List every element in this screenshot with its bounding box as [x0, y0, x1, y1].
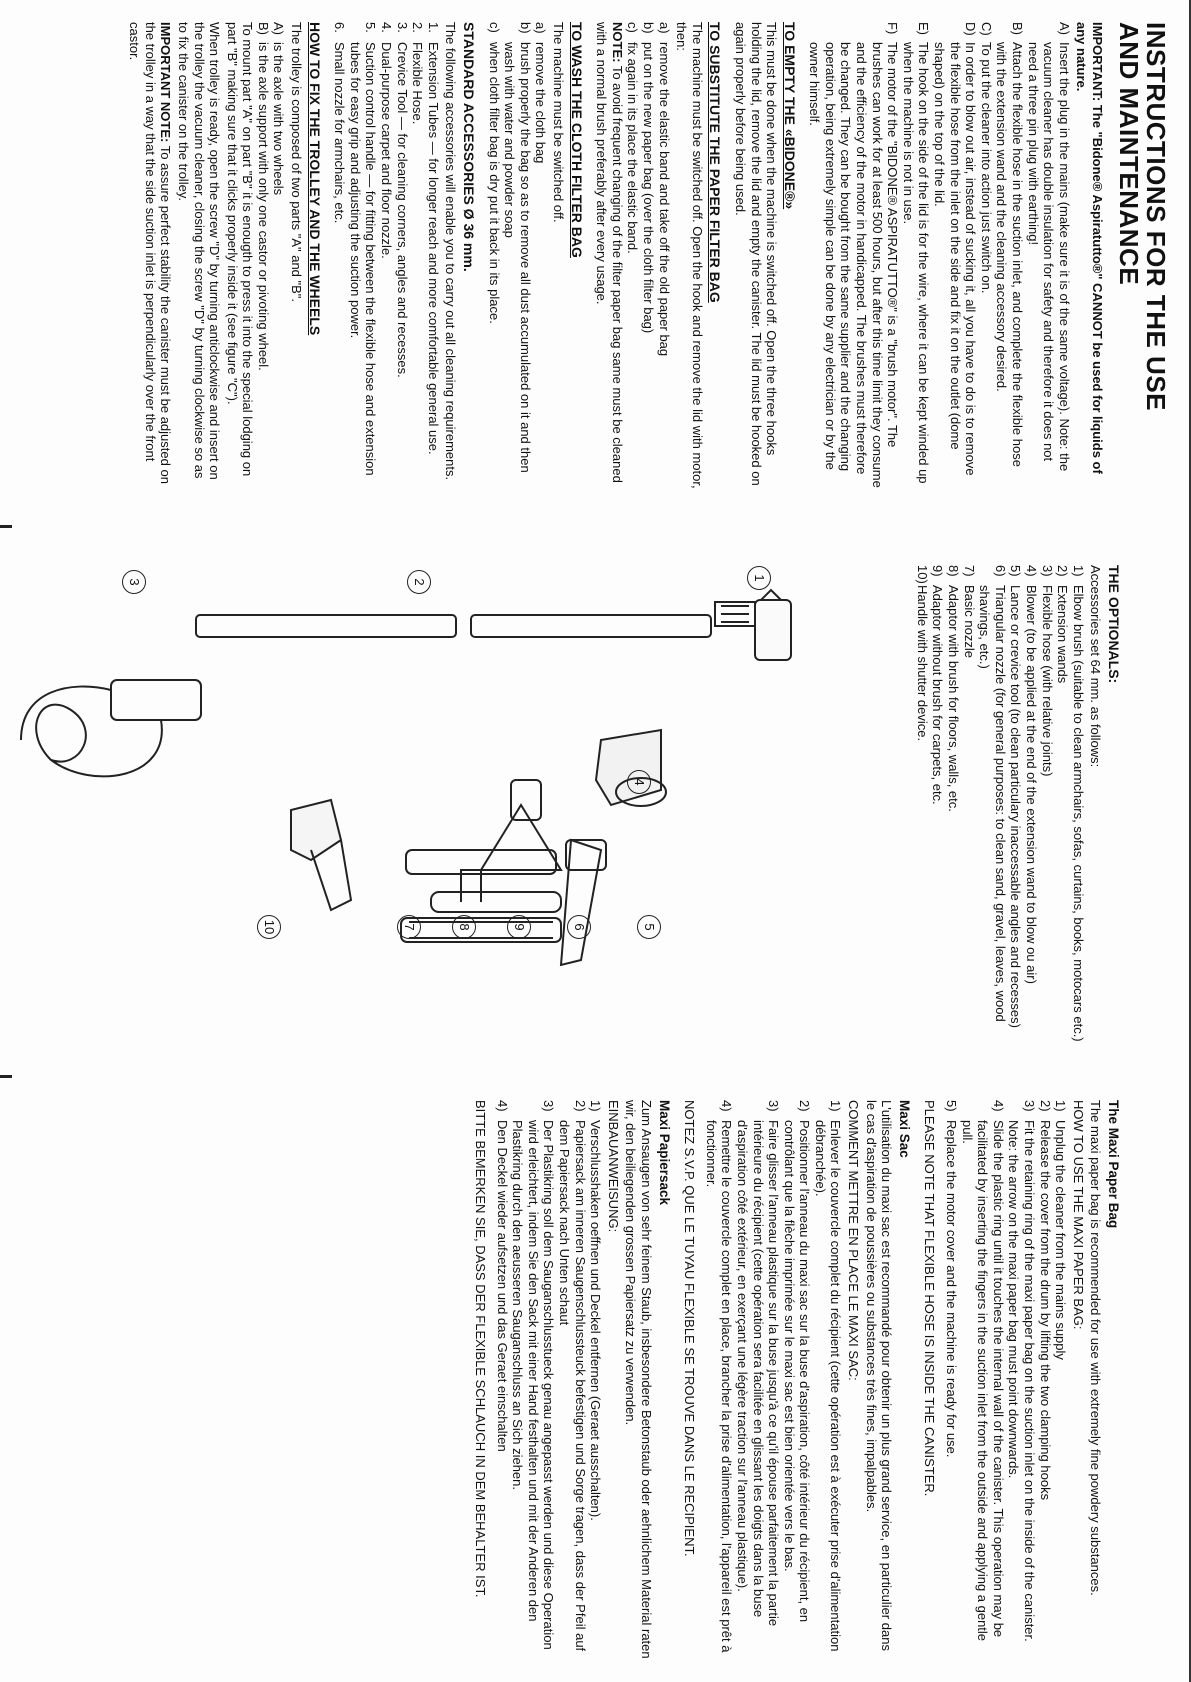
maxi-bag-column — [470, 1100, 1121, 1660]
list-item: 3) Der Plastikring soll dem Sauganschlusstueck genau angepasst werden und diese Operation wird erleichtert, indem Sie den Sack mit einer Hand festhalten und mit der Anderen den Plastikring durch den aeusseren Sauganschluss an Sich ziehen. — [510, 1100, 557, 1650]
label-2: 2 — [407, 570, 431, 594]
maxi-sac-note-fr: NOTEZ S.V.P. QUE LE TUYAU FLEXIBLE SE TROUVE DANS LE RECIPIENT. — [682, 1100, 698, 1557]
maxi-bag-howto: HOW TO USE THE MAXI PAPER BAG: — [1070, 1100, 1086, 1330]
label-5: 5 — [637, 915, 661, 939]
list-item: 3) Fit the retaining ring of the maxi paper bag on the suction inlet on the inside of the canister. Note: the arrow on the maxi paper bag must point downwards. — [1006, 1100, 1038, 1642]
list-item: 3) Faire glisser l'anneau plastique sur la buse jusqu'à ce qu'il épouse parfaitement la partie intérieure du récipient (cette opération sera facilitée en glissant les doigts dans la buse d'aspiration côté extérieur, en exerçant une légère traction sur l'anneau plastique). — [734, 1100, 782, 1627]
elbow-brush-icon — [715, 590, 791, 660]
list-item: 9) Adaptor without brush for carpets, etc. — [930, 565, 946, 805]
label-7: 7 — [397, 915, 421, 939]
list-item: 5. Suction control handle — for fitting between the flexible hose and extension tubes for easy grip and adjusting the suction power. — [347, 22, 379, 476]
label-4: 4 — [627, 770, 651, 794]
list-item: 1) Unplug the cleaner from the mains supply — [1053, 1100, 1069, 1360]
accessories-illustration — [11, 540, 811, 1040]
trolley-text-2: When trolley is ready, open the screw "D" by turning anticlockwise and insert on the trolley the vacuum cleaner, closing the screw "D" by turning clockwise so as to fix the canister on the trolley. — [175, 22, 223, 480]
list-item: c) fix again in its place the elastic band. — [625, 22, 641, 254]
list-item: D) In order to blow out air, instead of sucking it, all you have to do is to remove the flexible hose from the inlet on the side and fix it on the outlet (dome shaped) on the top of the lid. — [932, 22, 979, 476]
list-item: 8) Adaptor with brush for floors, walls, etc. — [946, 565, 962, 812]
standard-accessories-intro: The following accessories will enable you to carry out all cleaning requirements. — [443, 22, 459, 481]
list-item: B) is the axle support with only one castor or pivoting wheel. — [255, 22, 271, 371]
list-item: 1) Verschlusshaken oeffnen und Deckel entfernen (Geraet ausschalten). — [588, 1100, 604, 1521]
optionals-intro: Accessories set 64 mm. as follows: — [1088, 565, 1104, 768]
list-item: 1) Enlever le couvercle complet du récipient (cette opération est à exécuter prise d'alimentation débranchée). — [812, 1100, 844, 1652]
list-item: 2) Release the cover from the drum by lifting the two clamping hooks — [1037, 1100, 1053, 1501]
extension-wand-icon — [196, 615, 711, 637]
list-item: E) The hook on the side of the lid is for the wire, where it can be kept winded up when the machine is not in use. — [900, 22, 932, 484]
list-item: 2) Positionner l'anneau du maxi sac sur la buse d'aspiration, côté intérieur du récipient, en contrôlant que la flèche imprimée sur le maxi sac est bien orientée vers le bas. — [781, 1100, 813, 1623]
maxi-papiersack-steps-de — [494, 1100, 603, 1660]
list-item: 7) Basic nozzle — [961, 565, 977, 658]
standard-accessories-heading: STANDARD ACCESSORIES Ø 36 mm. — [461, 22, 478, 272]
paper-bag-intro: The machine must be switched off. Open the hook and remove the lid with motor, then: — [674, 22, 705, 489]
list-item: 3. Crevice Tool — for cleaning corners, angles and recesses. — [394, 22, 410, 378]
list-item: 6. Small nozzle for armchairs, etc. — [332, 22, 348, 224]
basic-nozzle-icon — [431, 870, 561, 912]
handle-with-shutter-icon — [291, 800, 351, 910]
trolley-intro: The trolley is composed of two parts "A" and "B". — [289, 22, 305, 303]
maxi-papiersack-intro: Zum Ansaugen von sehr feinem Staub, insbesondere Betonstaub oder aehnlichem Material raten wir, den beiliegenden grossen Papiersatz zu verwenden. — [623, 1100, 654, 1659]
paper-bag-heading: TO SUBSTITUTE THE PAPER FILTER BAG — [707, 22, 724, 303]
blower-icon — [596, 730, 666, 806]
maxi-bag-steps-en — [943, 1100, 1068, 1660]
list-item: 1) Elbow brush (suitable to clean armchairs, sofas, curtains, books, motocars etc.) — [1070, 565, 1086, 1042]
cloth-bag-heading: TO WASH THE CLOTH FILTER BAG — [568, 22, 585, 258]
list-item: b) brush properly the bag so as to remove all dust accumulated on it and then wash with water and powder soap — [502, 22, 533, 473]
maxi-bag-intro: The maxi paper bag is recommended for use with extremely fine powdery substances. — [1088, 1100, 1104, 1596]
maxi-sac-steps-fr — [703, 1100, 843, 1660]
list-item: B) Attach the flexible hose in the suction inlet, and complete the flexible hose with the extension wand and the cleaning accessory desired. — [994, 22, 1026, 467]
list-item: F) The motor of the "BIDONE® ASPIRATUTTO®" is a "brush motor". The brushes can work for at least 500 hours, but after this time limit they consume and the efficiency of the motor in handicapped. The brushes must therefore be changed. They can be bought from the same supplier and the changing operation, being extremely simple can be done by any electrician or by the owner himself. — [807, 22, 901, 488]
maxi-papiersack-note-de: BITTE BEMERKEN SIE, DASS DER FLEXIBLE SCHLAUCH IN DEM BEHALTER IST. — [473, 1100, 489, 1598]
label-6: 6 — [567, 915, 591, 939]
list-item: 2) Papiersack am inneren Saugenschlussteuck befestigen und Sorge tragen, dass der Pfeil auf dem Papiersack nach Unten schaut — [557, 1100, 588, 1652]
maxi-bag-note-en: PLEASE NOTE THAT FLEXIBLE HOSE IS INSIDE THE CANISTER. — [922, 1100, 938, 1497]
trolley-heading: HOW TO FIX THE TROLLEY AND THE WHEELS — [306, 22, 323, 336]
label-9: 9 — [507, 915, 531, 939]
main-title: INSTRUCTIONS FOR THE USE AND MAINTENANCE — [1114, 22, 1171, 412]
list-item: A) Insert the plug in the mains (make sure it is of the same voltage). Note: the vacuum cleaner has double insulation for safety and therefore it does not need a three pin plug with earthing! — [1025, 22, 1072, 472]
maxi-bag-heading: The Maxi Paper Bag — [1106, 1100, 1121, 1229]
paper-bag-steps — [625, 22, 672, 492]
label-3: 3 — [122, 570, 146, 594]
trolley-text-1: To mount part "A" on part "B" it is enougth to press it into the special lodging on part "B" making sure that it clicks properly inside it (see figure "C"). — [224, 22, 256, 477]
list-item: 5) Lance or crevice tool (to clean particulary inaccessable angles and recesses) — [1008, 565, 1024, 1028]
instructions-column — [125, 22, 1169, 492]
maxi-sac-heading: Maxi Sac — [896, 1100, 912, 1158]
label-10: 10 — [257, 915, 281, 939]
standard-accessories-list — [332, 22, 441, 492]
flexible-hose-icon — [21, 680, 201, 776]
list-item: a) remove the elastic band and take off the old paper bag — [656, 22, 672, 357]
label-8: 8 — [452, 915, 476, 939]
list-item: 5) Replace the motor cover and the machine is ready for use. — [944, 1100, 960, 1458]
trolley-steps — [255, 22, 286, 492]
maxi-papiersack-howto: EINBAUANWEISUNG: — [605, 1100, 621, 1233]
list-item: 6) Triangular nozzle (for general purposes: to clean sand, gravel, leaves, wood shavings, etc.) — [977, 565, 1008, 1022]
list-item: 4) Remettre le couvercle complet en place, brancher la prise d'alimentation, l'appareil est prêt à fonctionner. — [703, 1100, 735, 1653]
list-item: 1. Extension Tubes — for longer reach and more comfortable general use. — [425, 22, 441, 455]
triangular-nozzle-icon — [481, 780, 561, 870]
cloth-bag-intro: The machine must be switched off. — [551, 22, 566, 223]
list-item: 4) Blower (to be applied at the end of the extension wand to blow ou air) — [1024, 565, 1040, 984]
list-item: 4) Slide the plastic ring until it touches the internal wall of the canister. This operation may be facilitated by inserting the fingers in the suction inlet from the outside and applying a gentle pull. — [959, 1100, 1006, 1642]
empty-heading: TO EMPTY THE «BIDONE®» — [781, 22, 798, 210]
adaptor-with-brush-icon — [401, 918, 561, 942]
optionals-column — [914, 565, 1121, 1045]
list-item: 4. Dual-purpose carpet and floor nozzle. — [379, 22, 395, 259]
list-item: b) put on the new paper bag (over the cloth filter bag) — [640, 22, 656, 334]
important-warning: IMPORTANT: The "Bidone® Aspiratutto®" CANNOT be used for liquids of any nature. — [1074, 22, 1105, 474]
label-1: 1 — [747, 566, 771, 590]
list-item: c) when cloth filter bag is dry put it back in its place. — [486, 22, 502, 324]
list-item: 2) Extension wands — [1055, 565, 1071, 684]
crevice-tool-icon — [561, 840, 606, 965]
usage-steps — [807, 22, 1072, 492]
list-item: 2. Flexible Hose. — [410, 22, 426, 125]
list-item: 10) Handle with shutter device. — [914, 565, 930, 742]
list-item: A) is the axle with two wheels — [271, 22, 287, 196]
paper-bag-note: NOTE: To avoid frequent changing of the filter paper bag same must be cleaned with a normal brush preferably after every usage. — [594, 22, 625, 483]
list-item: 3) Flexible hose (with relative joints) — [1039, 565, 1055, 777]
optionals-list — [914, 565, 1086, 1045]
list-item: 4) Den Deckel wieder aufsetzen und das Geraet einschalten — [494, 1100, 510, 1452]
maxi-sac-howto: COMMENT METTRE EN PLACE LE MAXI SAC: — [846, 1100, 862, 1381]
optionals-heading: THE OPTIONALS: — [1106, 565, 1122, 684]
trolley-note: IMPORTANT NOTE: To assure perfect stability the canister must be adjusted on the trolley in a way that the side suction inlet is perpendicularly over the front castor. — [127, 22, 174, 484]
maxi-papiersack-heading: Maxi Papiersack — [656, 1100, 672, 1206]
empty-text: This must be done when the machine is switched off. Open the three hooks holding the lid, remove the lid and empty the canister. The lid must be hooked on again properly before being used. — [732, 22, 780, 486]
maxi-sac-intro: L'utilisation du maxi sac est recommandé pour obtenir un plus grand service, en particulier dans le cas d'aspiration de poussières ou substances très fines, impalpables. — [863, 1100, 895, 1651]
cloth-bag-steps — [486, 22, 548, 492]
list-item: C) To put the cleaner into action just switch on. — [978, 22, 994, 294]
list-item: a) remove the cloth bag — [533, 22, 549, 164]
